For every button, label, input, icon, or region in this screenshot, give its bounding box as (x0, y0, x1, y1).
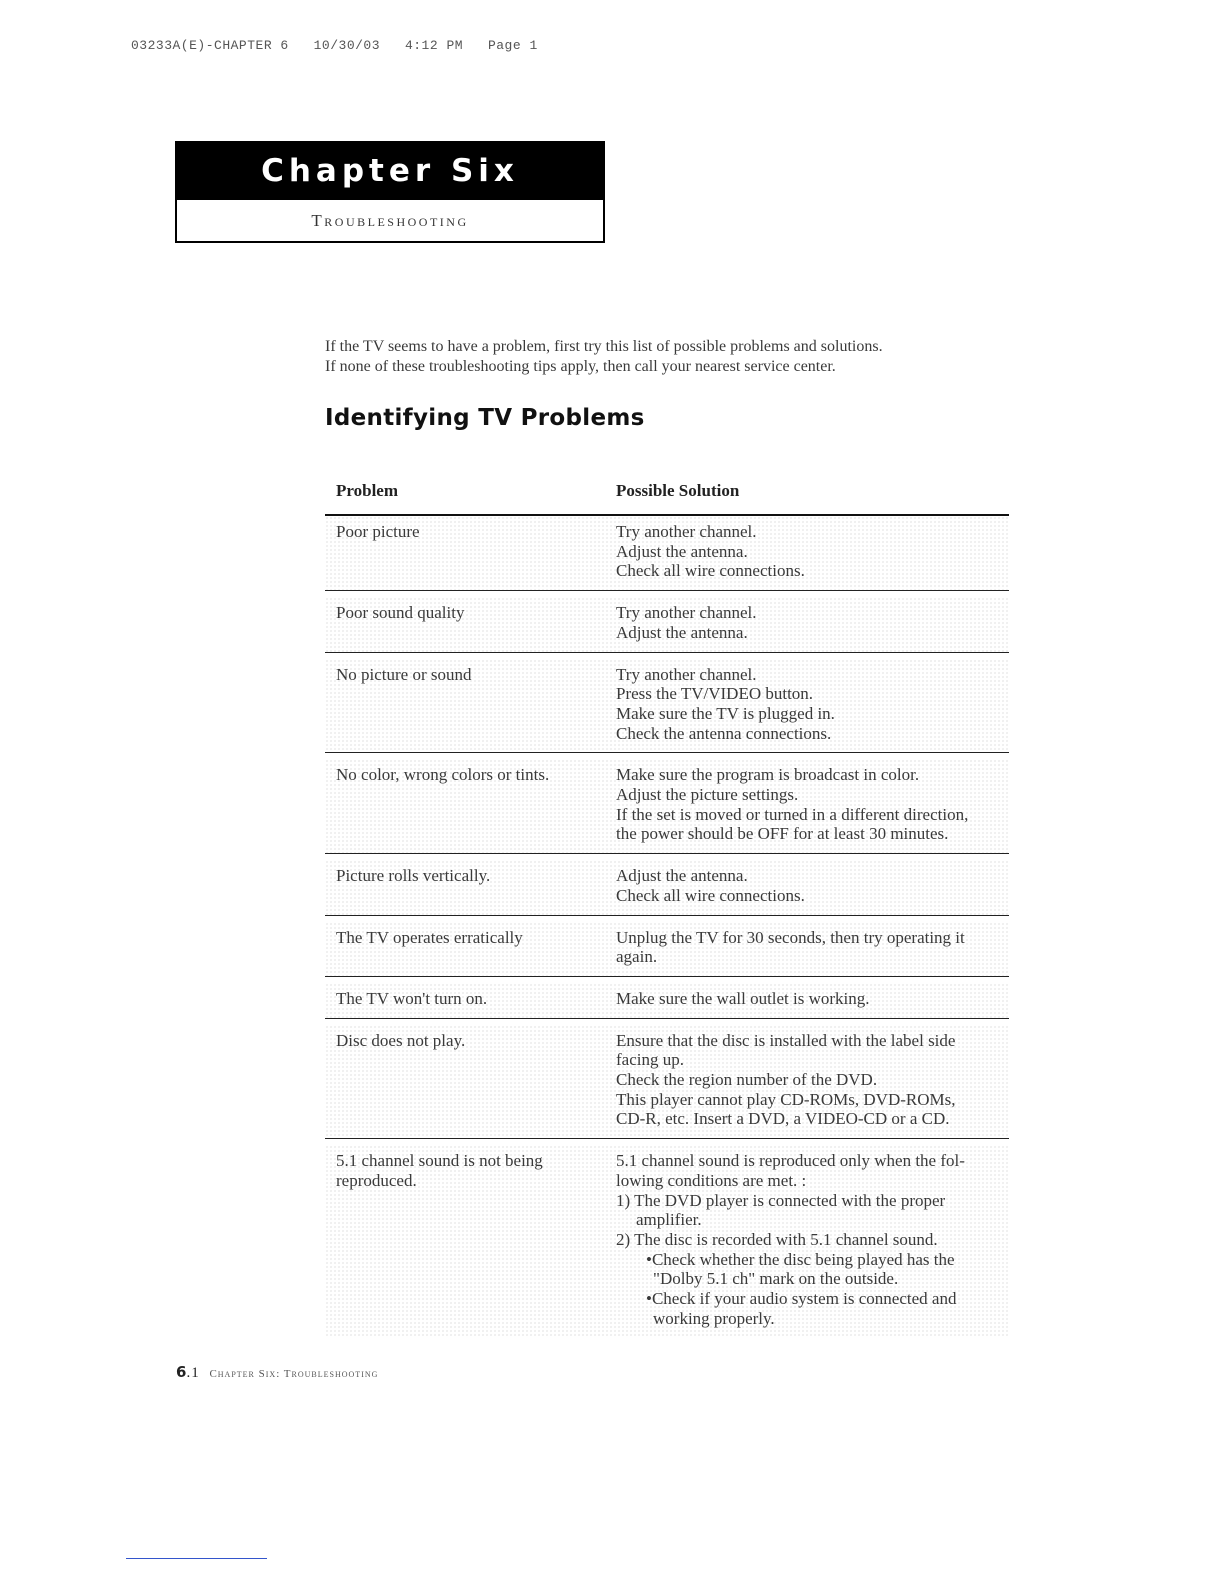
bottom-rule (126, 1558, 267, 1559)
problem-line: The TV won't turn on. (336, 988, 488, 1008)
problem-cell (325, 522, 603, 581)
intro-line: If the TV seems to have a problem, first try this list of possible problems and solutions. (325, 338, 883, 355)
problem-line: 5.1 channel sound is not being (336, 1151, 543, 1171)
table-body (325, 516, 1009, 1338)
solution-line: 5.1 channel sound is reproduced only when the fol- (616, 1151, 965, 1171)
solution-line: Try another channel. (616, 603, 757, 623)
table-row (325, 1025, 1009, 1140)
problem-line: Picture rolls vertically. (336, 866, 491, 886)
problem-cell (325, 765, 603, 844)
solution-line: working properly. (653, 1308, 775, 1328)
print-header: 03233A(E)-CHAPTER 6 10/30/03 4:12 PM Page 1 (131, 38, 538, 53)
table-row (325, 983, 1009, 1019)
solution-line: Check all wire connections. (616, 885, 805, 905)
table-row (325, 759, 1009, 854)
chapter-box (175, 141, 605, 243)
footer-chapter-label: Chapter Six: Troubleshooting (209, 1368, 379, 1380)
problem-line: No picture or sound (336, 664, 472, 684)
solution-cell (603, 928, 1009, 967)
solution-line: Check all wire connections. (616, 561, 805, 581)
solution-line: the power should be OFF for at least 30 minutes. (616, 824, 949, 844)
problem-line: reproduced. (336, 1170, 417, 1190)
solution-line: Adjust the picture settings. (616, 785, 799, 805)
section-title: Identifying TV Problems (325, 405, 645, 431)
problem-cell (325, 603, 603, 642)
solution-line: Ensure that the disc is installed with the label side (616, 1030, 956, 1050)
troubleshooting-table (325, 465, 1009, 1338)
table-row (325, 922, 1009, 977)
table-row (325, 516, 1009, 591)
table-row (325, 860, 1009, 915)
footer-page-sub: .1 (186, 1365, 200, 1381)
solution-line: Check the region number of the DVD. (616, 1070, 878, 1090)
solution-line: Unplug the TV for 30 seconds, then try operating it (616, 927, 965, 947)
problem-line: Poor sound quality (336, 603, 465, 623)
solution-cell (603, 765, 1009, 844)
solution-line: 1) The DVD player is connected with the proper (616, 1190, 946, 1210)
solution-line: Adjust the antenna. (616, 866, 748, 886)
chapter-title: Chapter Six (177, 143, 603, 200)
header-solution: Possible Solution (616, 481, 740, 500)
solution-cell (603, 866, 1009, 905)
problem-cell (325, 989, 603, 1009)
header-problem: Problem (336, 481, 399, 500)
solution-cell (603, 522, 1009, 581)
solution-line: lowing conditions are met. : (616, 1170, 807, 1190)
table-row (325, 1145, 1009, 1337)
problem-cell (325, 1031, 603, 1130)
table-row (325, 597, 1009, 652)
solution-line: amplifier. (636, 1210, 702, 1230)
table-row (325, 659, 1009, 754)
intro-text (325, 337, 1025, 377)
solution-line: facing up. (616, 1050, 684, 1070)
solution-line: •Check if your audio system is connected and (646, 1289, 957, 1309)
solution-line: CD-R, etc. Insert a DVD, a VIDEO-CD or a CD. (616, 1109, 950, 1129)
page-footer (176, 1363, 378, 1382)
solution-line: •Check whether the disc being played has the (646, 1249, 955, 1269)
problem-cell (325, 1151, 603, 1328)
solution-line: Make sure the TV is plugged in. (616, 703, 835, 723)
solution-line: Press the TV/VIDEO button. (616, 684, 814, 704)
chapter-subtitle: Troubleshooting (311, 211, 469, 230)
problem-cell (325, 866, 603, 905)
problem-line: Disc does not play. (336, 1030, 466, 1050)
problem-cell (325, 665, 603, 744)
intro-line: If none of these troubleshooting tips apply, then call your nearest service center. (325, 358, 836, 375)
solution-line: Make sure the wall outlet is working. (616, 988, 870, 1008)
solution-line: 2) The disc is recorded with 5.1 channel sound. (616, 1229, 938, 1249)
footer-page-number: 6 (176, 1363, 187, 1381)
solution-line: Adjust the antenna. (616, 622, 748, 642)
solution-line: Try another channel. (616, 664, 757, 684)
solution-cell (603, 1031, 1009, 1130)
solution-line: Make sure the program is broadcast in color. (616, 765, 920, 785)
solution-line: Check the antenna connections. (616, 723, 832, 743)
solution-line: again. (616, 947, 658, 967)
problem-line: Poor picture (336, 522, 420, 541)
problem-line: No color, wrong colors or tints. (336, 765, 550, 785)
solution-cell (603, 603, 1009, 642)
solution-line: "Dolby 5.1 ch" mark on the outside. (653, 1269, 899, 1289)
solution-line: Adjust the antenna. (616, 541, 748, 561)
problem-line: The TV operates erratically (336, 927, 523, 947)
solution-cell (603, 989, 1009, 1009)
solution-cell (603, 1151, 1009, 1328)
problem-cell (325, 928, 603, 967)
solution-cell (603, 665, 1009, 744)
solution-line: Try another channel. (616, 522, 757, 541)
solution-line: If the set is moved or turned in a different direction, (616, 804, 969, 824)
solution-line: This player cannot play CD-ROMs, DVD-ROMs, (616, 1089, 956, 1109)
table-header (325, 465, 1009, 516)
